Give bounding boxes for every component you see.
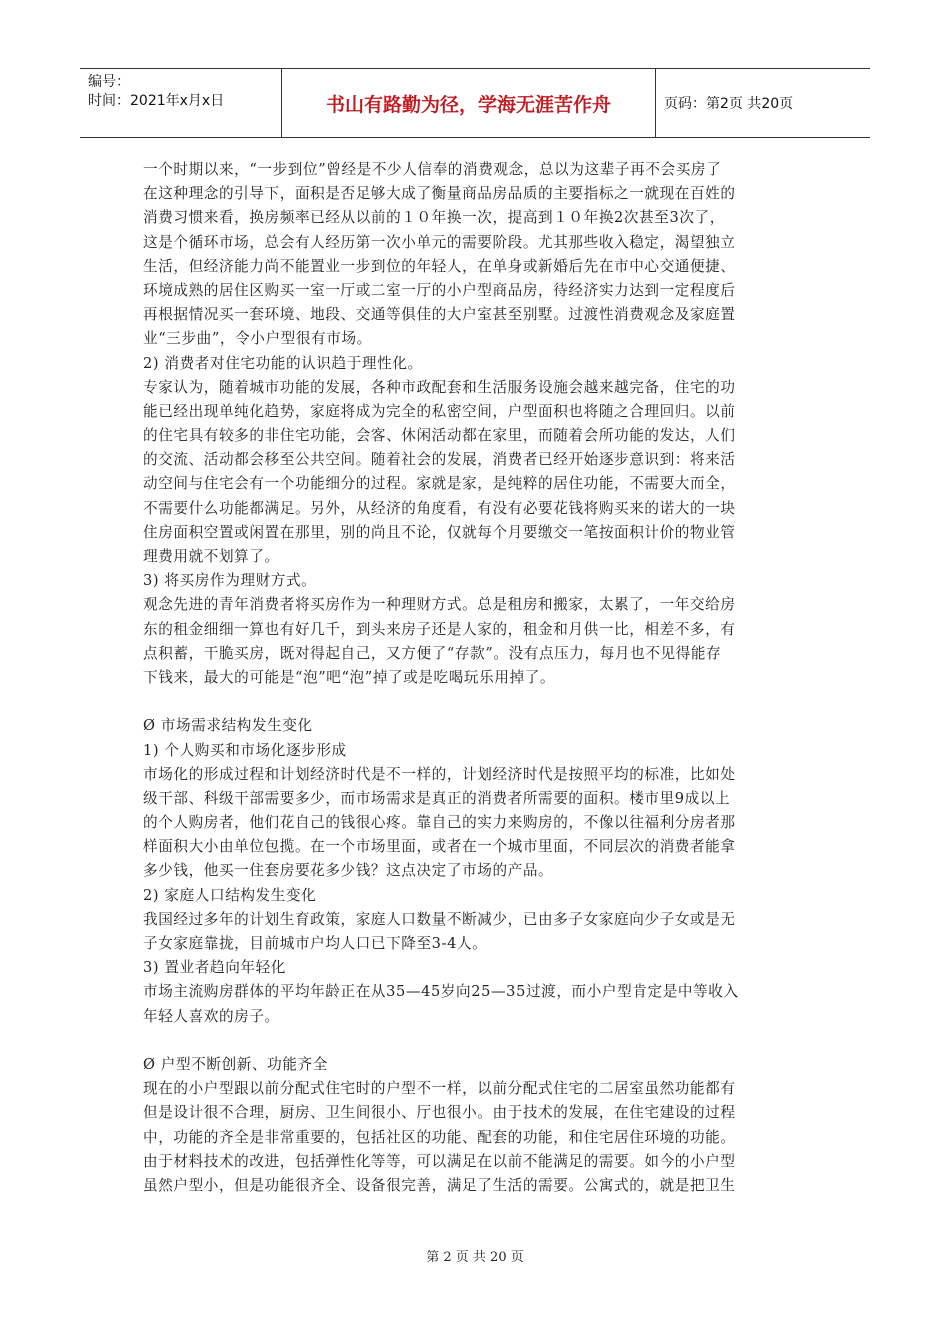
text-line: 年轻人喜欢的房子。: [143, 1007, 280, 1025]
text-line: 观念先进的青年消费者将买房作为一种理财方式。总是租房和搬家，太累了，一年交给房: [143, 596, 736, 614]
text-line: 消费习惯来看，换房频率已经从以前的１０年换一次，提高到１０年换2次甚至3次了，: [143, 209, 725, 227]
text-line: 中，功能的齐全是非常重要的，包括社区的功能、配套的功能，和住宅居住环境的功能。: [143, 1128, 736, 1146]
text-line: 点积蓄，干脆买房，既对得起自己，又方便了“存款”。没有点压力，每月也不见得能存: [143, 644, 722, 662]
header-page-info: 页码：第2页 共20页: [664, 96, 794, 112]
document-time-label: 时间：2021年x月x日: [88, 93, 225, 109]
text-line: 3) 将买房作为理财方式。: [143, 572, 317, 590]
text-line: 1) 个人购买和市场化逐步形成: [143, 741, 347, 759]
text-line: 2) 消费者对住宅功能的认识趋于理性化。: [143, 354, 423, 372]
text-line: 子女家庭靠拢，目前城市户均人口已下降至3-4人。: [143, 935, 488, 952]
text-line: 我国经过多年的计划生育政策，家庭人口数量不断减少，已由多子女家庭向少子女或是无: [143, 910, 736, 928]
text-line: 的个人购房者，他们花自己的钱很心疼。靠自己的实力来购房的，不像以往福利分房者那: [143, 814, 736, 832]
text-line: 住房面积空置或闲置在那里，别的尚且不论，仅就每个月要缴交一笔按面积计价的物业管: [143, 523, 736, 541]
text-line: 虽然户型小，但是功能很齐全、设备很完善，满足了生活的需要。公寓式的，就是把卫生: [143, 1176, 736, 1194]
header-motto: 书山有路勤为径，学海无涯苦作舟: [282, 69, 656, 137]
text-line: 再根据情况买一套环境、地段、交通等俱佳的大户室甚至别墅。过渡性消费观念及家庭置: [143, 306, 736, 324]
text-line: 3) 置业者趋向年轻化: [143, 959, 286, 977]
document-body: [143, 158, 809, 1198]
page-footer: 第 2 页 共 20 页: [426, 1250, 524, 1265]
text-line: 的交流、活动都会移至公共空间。随着社会的发展，消费者已经开始逐步意识到：将来活: [143, 451, 736, 469]
text-line: 环境成熟的居住区购买一室一厅或二室一厅的小户型商品房，待经济实力达到一定程度后: [143, 281, 736, 299]
page-header: [80, 68, 870, 138]
text-line: 业“三步曲”，令小户型很有市场。: [143, 330, 372, 348]
text-line: 多少钱，他买一住套房要花多少钱？这点决定了市场的产品。: [143, 862, 554, 880]
text-line: 理费用就不划算了。: [143, 548, 280, 565]
text-line: 市场主流购房群体的平均年龄正在从35—45岁向25—35过渡，而小户型肯定是中等收入: [143, 983, 739, 1001]
text-line: 这是个循环市场，总会有人经历第一次小单元的需要阶段。尤其那些收入稳定，渴望独立: [143, 233, 736, 251]
text-line: 下钱来，最大的可能是“泡”吧“泡”掉了或是吃喝玩乐用掉了。: [143, 668, 556, 686]
text-line: 东的租金细细一算也有好几千，到头来房子还是人家的，租金和月供一比，相差不多，有: [143, 620, 736, 638]
text-line: 动空间与住宅会有一个功能细分的过程。家就是家，是纯粹的居住功能，不需要大而全，: [143, 475, 736, 493]
text-line: 专家认为，随着城市功能的发展，各种市政配套和生活服务设施会越来越完备，住宅的功: [143, 378, 736, 396]
blank-line: [143, 1029, 809, 1053]
text-line: 能已经出现单纯化趋势，家庭将成为完全的私密空间，户型面积也将随之合理回归。以前: [143, 402, 736, 420]
text-line: 生活，但经济能力尚不能置业一步到位的年轻人，在单身或新婚后先在市中心交通便捷、: [143, 257, 736, 275]
text-line: 市场化的形成过程和计划经济时代是不一样的，计划经济时代是按照平均的标准，比如处: [143, 765, 736, 783]
text-line: 但是设计很不合理，厨房、卫生间很小、厅也很小。由于技术的发展，在住宅建设的过程: [143, 1104, 736, 1122]
text-line: 一个时期以来，“一步到位”曾经是不少人信奉的消费观念，总以为这辈子再不会买房了: [143, 161, 722, 178]
text-line: 现在的小户型跟以前分配式住宅时的户型不一样，以前分配式住宅的二居室虽然功能都有: [143, 1080, 736, 1098]
blank-line: [143, 690, 809, 714]
text-line: 2) 家庭人口结构发生变化: [143, 886, 317, 904]
text-line: 由于材料技术的改进，包括弹性化等等，可以满足在以前不能满足的需要。如今的小户型: [143, 1152, 736, 1170]
text-line: 不需要什么功能都满足。另外，从经济的角度看，有没有必要花钱将购买来的诺大的一块: [143, 499, 736, 517]
header-meta: [80, 69, 282, 137]
text-line: 的住宅具有较多的非住宅功能，会客、休闲活动都在家里，而随着会所功能的发达，人们: [143, 427, 736, 445]
text-line: 级干部、科级干部需要多少，而市场需求是真正的消费者所需要的面积。楼市里9成以上: [143, 789, 731, 807]
text-line: 在这种理念的引导下，面积是否足够大成了衡量商品房品质的主要指标之一就现在百姓的: [143, 185, 736, 203]
text-line: Ø 市场需求结构发生变化: [143, 717, 313, 735]
text-line: 样面积大小由单位包揽。在一个市场里面，或者在一个城市里面，不同层次的消费者能拿: [143, 838, 736, 856]
document-number-label: 编号：: [88, 74, 130, 90]
text-line: Ø 户型不断创新、功能齐全: [143, 1055, 328, 1073]
